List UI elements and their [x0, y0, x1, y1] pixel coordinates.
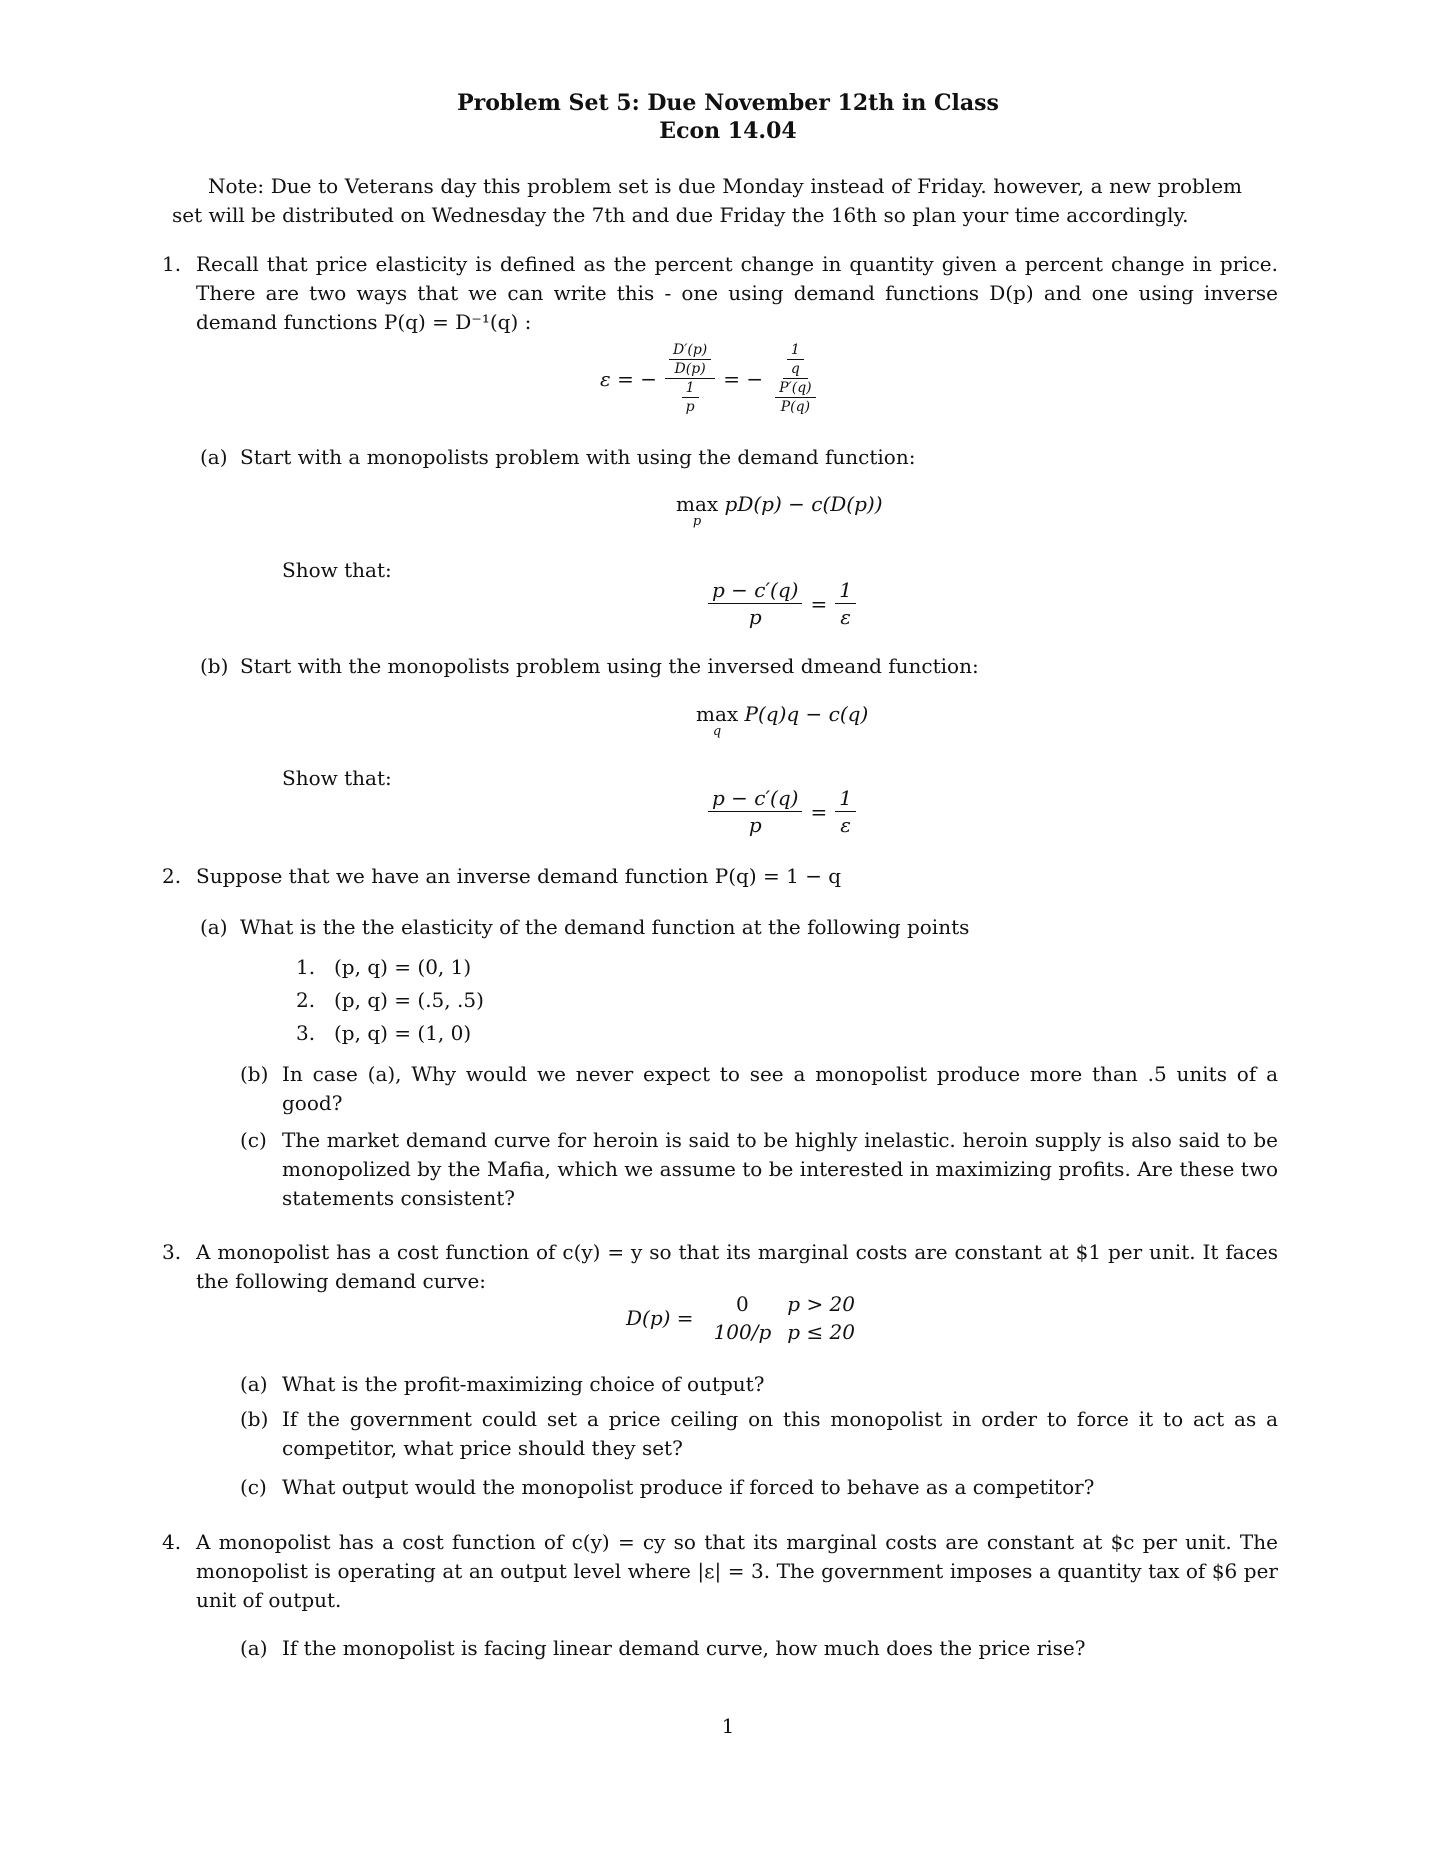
q1-number: 1.: [162, 252, 182, 276]
q2a-point-1: [296, 953, 471, 982]
q3b-text: [240, 1405, 1278, 1463]
q1a-max: max: [676, 492, 719, 516]
q1b-show: Show that:: [282, 766, 392, 790]
q1a-body: Start with a monopolists problem with using the demand function:: [240, 445, 916, 469]
q1a-text: [200, 443, 1278, 472]
title-line-2: Econ 14.04: [659, 118, 797, 144]
q3-demand-equation: [626, 1290, 863, 1346]
q3b-label: (b): [240, 1407, 269, 1431]
q2-number: 2.: [162, 864, 182, 888]
case-2-value: 100/p: [713, 1320, 772, 1344]
q3-body: A monopolist has a cost function of c(y) = y so that its marginal costs are constant at $1 per unit. It faces the following demand curve:: [196, 1240, 1278, 1293]
q2b-body: In case (a), Why would we never expect to see a monopolist produce more than .5 units of a good?: [282, 1062, 1278, 1115]
q2b-label: (b): [240, 1062, 269, 1086]
q2a-point-2: [296, 986, 484, 1015]
q1b-max-equation: [696, 702, 868, 738]
show-b-den: p: [748, 813, 762, 837]
q1b-max-sub: q: [712, 724, 722, 739]
q1a-objective: pD(p) − c(D(p)): [724, 492, 883, 516]
show-a-eq: =: [810, 591, 828, 616]
q3-demand-cases: [706, 1290, 863, 1346]
q3b-body: If the government could set a price ceiling on this monopolist in order to force it to act as a competitor, what price should they set?: [282, 1407, 1278, 1460]
q1a-max-equation: [676, 492, 883, 528]
q1b-objective: P(q)q − c(q): [744, 702, 869, 726]
q1a-show: Show that:: [282, 558, 392, 582]
title-line-1: Problem Set 5: Due November 12th in Class: [457, 90, 999, 116]
point-3-num: 3.: [296, 1021, 316, 1045]
q3-text: [162, 1238, 1278, 1296]
eq-f2-bot-n: P′(q): [775, 380, 815, 398]
q1a-max-sub: p: [692, 514, 702, 529]
show-b-num: p − c′(q): [708, 786, 802, 812]
case-2-condition: p ≤ 20: [787, 1320, 856, 1344]
show-a-den: p: [748, 605, 762, 629]
q2a-text: [200, 913, 1278, 942]
q4a-text: [240, 1634, 1278, 1663]
q4-body: A monopolist has a cost function of c(y) = cy so that its marginal costs are constant at $c per unit. The monopolist is operating at an output level where |ε| = 3. The government imposes a quantity tax of $6 per unit of output.: [196, 1530, 1278, 1612]
q1b-show-equation: [708, 786, 856, 837]
q4a-body: If the monopolist is facing linear demand curve, how much does the price rise?: [282, 1636, 1086, 1660]
eq-eps-lhs: ε = −: [600, 366, 657, 391]
case-row-1: [706, 1290, 863, 1318]
q3a-label: (a): [240, 1372, 268, 1396]
show-b-rden: ε: [840, 813, 851, 837]
eq-f1-top-n: D′(p): [669, 342, 711, 360]
point-1-text: (p, q) = (0, 1): [334, 955, 472, 979]
q1b-max: max: [696, 702, 739, 726]
case-1-condition: p > 20: [787, 1292, 856, 1316]
eq-fraction-1: [665, 342, 715, 415]
case-row-2: [706, 1318, 863, 1346]
q2a-body: What is the the elasticity of the demand function at the following points: [240, 915, 970, 939]
q2c-text: [240, 1126, 1278, 1213]
q1b-label: (b): [200, 654, 229, 678]
elasticity-equation: [600, 342, 820, 415]
q2a-label: (a): [200, 915, 228, 939]
q3c-text: [240, 1473, 1278, 1502]
q1b-text: [200, 652, 1278, 681]
note-text: Note: Due to Veterans day this problem set is due Monday instead of Friday. however, a new problem set will be distributed on Wednesday the 7th and due Friday the 16th so plan your time accordingly.: [172, 174, 1242, 227]
q2-body: Suppose that we have an inverse demand function P(q) = 1 − q: [196, 864, 842, 888]
point-3-text: (p, q) = (1, 0): [334, 1021, 472, 1045]
eq-f2-top-d: q: [790, 361, 800, 377]
q1a-show-equation: [708, 578, 856, 629]
q3c-label: (c): [240, 1475, 267, 1499]
q2c-body: The market demand curve for heroin is said to be highly inelastic. heroin supply is also said to be monopolized by the Mafia, which we assume to be interested in maximizing profits. Are these two statements consistent?: [282, 1128, 1278, 1210]
show-a-rnum: 1: [835, 578, 856, 604]
eq-f2-top-n: 1: [787, 342, 804, 360]
point-2-text: (p, q) = (.5, .5): [334, 988, 484, 1012]
q2b-text: [240, 1060, 1278, 1118]
q3-demand-lhs: D(p) =: [626, 1306, 694, 1330]
point-2-num: 2.: [296, 988, 316, 1012]
q4a-label: (a): [240, 1636, 268, 1660]
eq-f1-top-d: D(p): [674, 361, 706, 377]
q1-body: Recall that price elasticity is defined as the percent change in quantity given a percent change in price. There are two ways that we can write this - one using demand functions D(p) and one using inverse demand functions P(q) = D⁻¹(q) :: [196, 252, 1278, 334]
q4-text: [162, 1528, 1278, 1615]
q2a-point-3: [296, 1019, 471, 1048]
q1b-body: Start with the monopolists problem using the inversed dmeand function:: [240, 654, 979, 678]
q4-number: 4.: [162, 1530, 182, 1554]
q3a-body: What is the profit-maximizing choice of output?: [282, 1372, 765, 1396]
eq-mid: = −: [723, 366, 764, 391]
page-number: 1: [721, 1714, 735, 1738]
show-b-eq: =: [810, 799, 828, 824]
note-paragraph: [136, 172, 1242, 230]
eq-f1-bot-n: 1: [682, 380, 699, 398]
eq-f1-bot-d: p: [685, 399, 695, 415]
show-b-rnum: 1: [835, 786, 856, 812]
point-1-num: 1.: [296, 955, 316, 979]
show-a-rden: ε: [840, 605, 851, 629]
q1a-label: (a): [200, 445, 228, 469]
eq-fraction-2: [771, 342, 819, 415]
q3c-body: What output would the monopolist produce if forced to behave as a competitor?: [282, 1475, 1095, 1499]
q3-number: 3.: [162, 1240, 182, 1264]
q3a-text: [240, 1370, 1278, 1399]
show-a-num: p − c′(q): [708, 578, 802, 604]
q1-text: [162, 250, 1278, 337]
eq-f2-bot-d: P(q): [780, 399, 811, 415]
q2c-label: (c): [240, 1128, 267, 1152]
q2-text: [162, 862, 1278, 891]
case-1-value: 0: [736, 1292, 749, 1316]
